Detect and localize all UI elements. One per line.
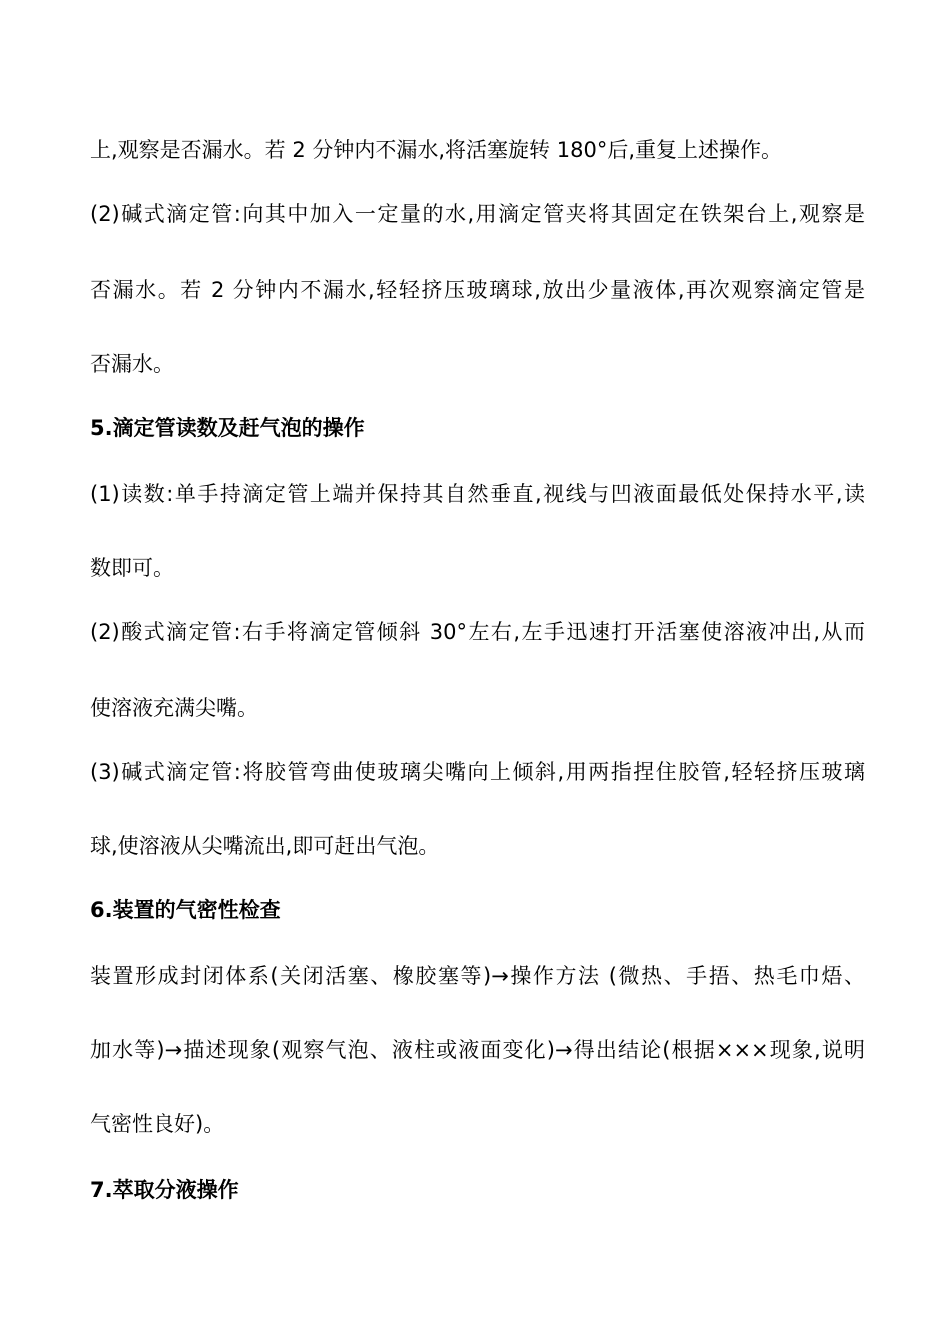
paragraph-line-11: 装置形成封闭体系(关闭活塞、橡胶塞等)→操作方法 (微热、手捂、热毛巾焐、 (90, 964, 865, 988)
paragraph-line-13: 气密性良好)。 (90, 1112, 225, 1136)
section-heading-7: 7.萃取分液操作 (90, 1178, 239, 1202)
paragraph-line-5: (1)读数:单手持滴定管上端并保持其自然垂直,视线与凹液面最低处保持水平,读 (90, 482, 865, 506)
section-heading-6: 6.装置的气密性检查 (90, 898, 281, 922)
paragraph-line-6: 数即可。 (90, 556, 174, 580)
paragraph-line-4: 否漏水。 (90, 352, 174, 376)
paragraph-line-1: 上,观察是否漏水。若 2 分钟内不漏水,将活塞旋转 180°后,重复上述操作。 (90, 138, 782, 162)
paragraph-line-2: (2)碱式滴定管:向其中加入一定量的水,用滴定管夹将其固定在铁架台上,观察是 (90, 202, 865, 226)
section-heading-5: 5.滴定管读数及赶气泡的操作 (90, 416, 365, 440)
paragraph-line-12: 加水等)→描述现象(观察气泡、液柱或液面变化)→得出结论(根据×××现象,说明 (90, 1038, 865, 1062)
paragraph-line-7: (2)酸式滴定管:右手将滴定管倾斜 30°左右,左手迅速打开活塞使溶液冲出,从而 (90, 620, 865, 644)
paragraph-line-3: 否漏水。若 2 分钟内不漏水,轻轻挤压玻璃球,放出少量液体,再次观察滴定管是 (90, 278, 865, 302)
paragraph-line-8: 使溶液充满尖嘴。 (90, 696, 258, 720)
paragraph-line-9: (3)碱式滴定管:将胶管弯曲使玻璃尖嘴向上倾斜,用两指捏住胶管,轻轻挤压玻璃 (90, 760, 865, 784)
paragraph-line-10: 球,使溶液从尖嘴流出,即可赶出气泡。 (90, 834, 440, 858)
